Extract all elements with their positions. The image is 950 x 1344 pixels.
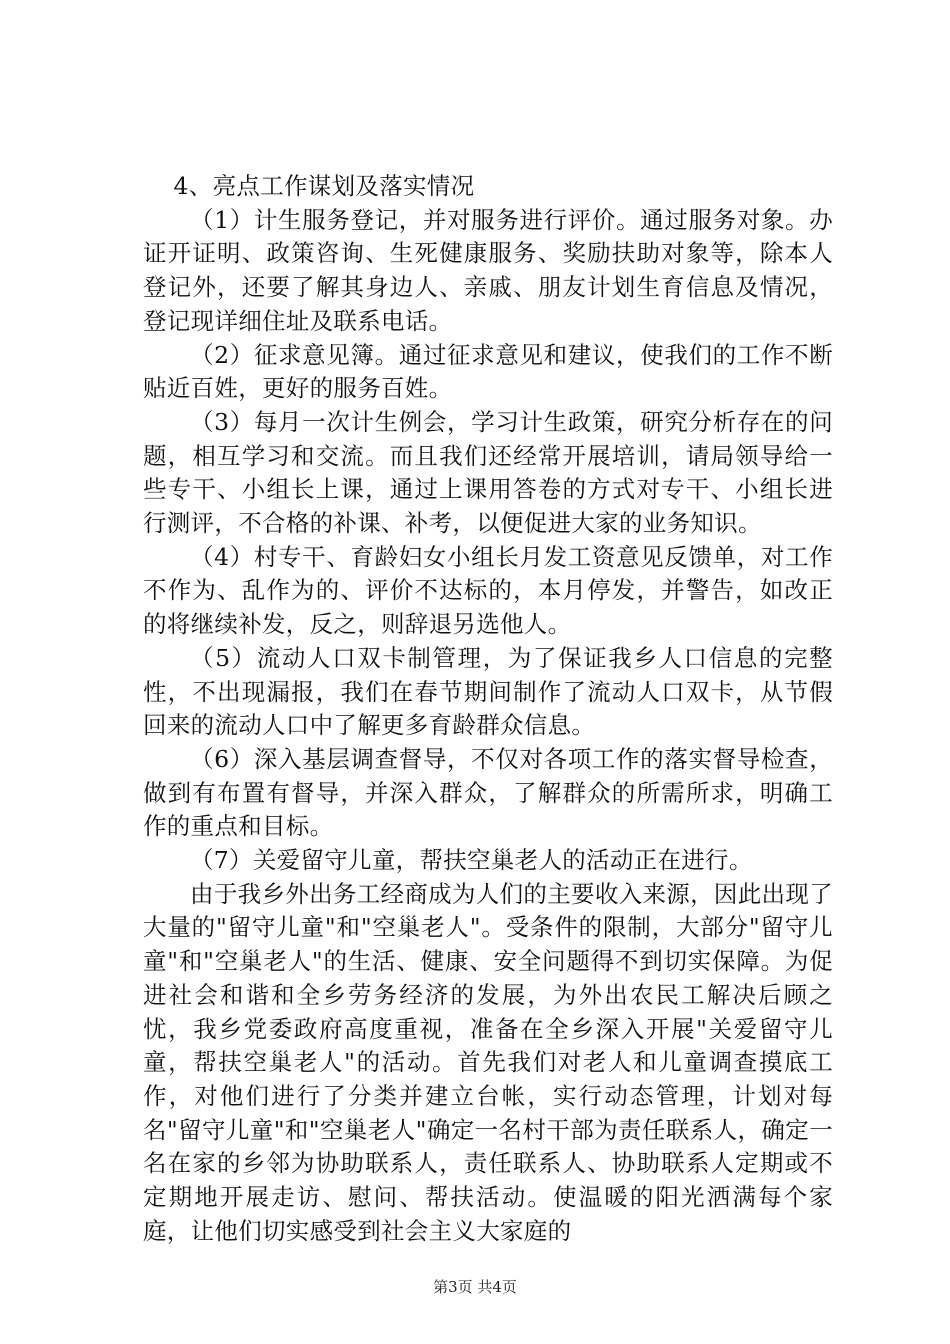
paragraph-item-3: （3）每月一次计生例会，学习计生政策，研究分析存在的问题，相互学习和交流。而且我们还经常开展培训，请局领导给一些专干、小组长上课，通过上课用答卷的方式对专干、小组长进行测评，不合格的补课、补考，以便促进大家的业务知识。 bbox=[143, 407, 833, 538]
section-heading: 4、亮点工作谋划及落实情况 bbox=[173, 172, 475, 200]
paragraph-item-2: （2）征求意见簿。通过征求意见和建议，使我们的工作不断贴近百姓，更好的服务百姓。 bbox=[143, 340, 833, 403]
document-body bbox=[143, 170, 833, 1249]
paragraph-item-7: （7）关爱留守儿童，帮扶空巢老人的活动正在进行。 bbox=[190, 846, 753, 875]
paragraph-item-6: （6）深入基层调查督导，不仅对各项工作的落实督导检查，做到有布置有督导，并深入群众，了解群众的所需所求，明确工作的重点和目标。 bbox=[143, 744, 833, 841]
paragraph-body: 由于我乡外出务工经商成为人们的主要收入来源，因此出现了大量的"留守儿童"和"空巢老人"。受条件的限制，大部分"留守儿童"和"空巢老人"的生活、健康、安全问题得不到切实保障。为促进社会和谐和全乡劳务经济的发展，为外出农民工解决后顾之忧，我乡党委政府高度重视，准备在全乡深入开展"关爱留守儿童，帮扶空巢老人"的活动。首先我们对老人和儿童调查摸底工作，对他们进行了分类并建立台帐，实行动态管理，计划对每名"留守儿童"和"空巢老人"确定一名村干部为责任联系人，确定一名在家的乡邻为协助联系人，责任联系人、协助联系人定期或不定期地开展走访、慰问、帮扶活动。使温暖的阳光洒满每个家庭，让他们切实感受到社会主义大家庭的 bbox=[143, 879, 833, 1245]
paragraph-item-4: （4）村专干、育龄妇女小组长月发工资意见反馈单，对工作不作为、乱作为的、评价不达标的，本月停发，并警告，如改正的将继续补发，反之，则辞退另选他人。 bbox=[143, 542, 833, 639]
paragraph-item-1: （1）计生服务登记，并对服务进行评价。通过服务对象。办证开证明、政策咨询、生死健康服务、奖励扶助对象等，除本人登记外，还要了解其身边人、亲戚、朋友计划生育信息及情况，登记现详细住址及联系电话。 bbox=[143, 205, 833, 335]
paragraph-item-5: （5）流动人口双卡制管理，为了保证我乡人口信息的完整性，不出现漏报，我们在春节期间制作了流动人口双卡，从节假回来的流动人口中了解更多育龄群众信息。 bbox=[143, 643, 833, 740]
page-number-footer: 第3页 共4页 bbox=[433, 1278, 517, 1296]
